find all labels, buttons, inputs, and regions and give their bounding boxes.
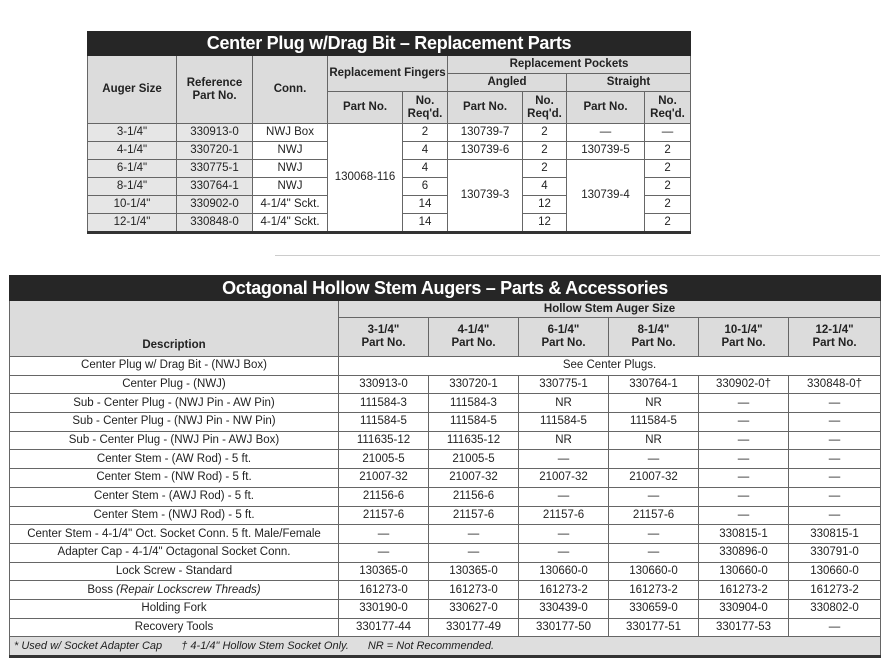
part-number: 330848-0† <box>789 375 881 394</box>
reference-part: 330764-1 <box>177 178 253 196</box>
part-number: — <box>609 487 699 506</box>
angled-req: 2 <box>523 124 567 142</box>
part-number: — <box>789 506 881 525</box>
part-number: 330177-51 <box>609 618 699 637</box>
reference-part: 330913-0 <box>177 124 253 142</box>
part-number: NR <box>609 431 699 450</box>
description-text: Sub - Center Plug - (NWJ Pin - NW Pin) <box>72 415 276 428</box>
fingers-req: 4 <box>403 160 448 178</box>
part-number: 21157-6 <box>429 506 519 525</box>
part-number: — <box>519 525 609 544</box>
part-number: 21157-6 <box>519 506 609 525</box>
angled-req: 2 <box>523 142 567 160</box>
part-number: 330177-50 <box>519 618 609 637</box>
part-number: 161273-2 <box>699 581 789 600</box>
part-number: 21005-5 <box>339 450 429 469</box>
part-number: 330791-0 <box>789 543 881 562</box>
table-row <box>10 525 881 544</box>
description <box>10 506 339 525</box>
table-row <box>10 487 881 506</box>
table-row <box>10 562 881 581</box>
part-number: 330902-0† <box>699 375 789 394</box>
part-number: — <box>519 543 609 562</box>
description-text: Recovery Tools <box>134 620 214 633</box>
part-number: 330177-53 <box>699 618 789 637</box>
header-no-reqd: No. Req'd. <box>645 92 691 124</box>
size-label: 8-1/4" <box>637 324 670 336</box>
part-no-label: Part No. <box>541 337 586 349</box>
conn: 4-1/4" Sckt. <box>253 214 328 233</box>
table-title: Octagonal Hollow Stem Augers – Parts & Accessories <box>10 276 881 301</box>
reference-part: 330775-1 <box>177 160 253 178</box>
part-no-label: Part No. <box>631 337 676 349</box>
reference-part: 330902-0 <box>177 196 253 214</box>
part-number: 161273-2 <box>789 581 881 600</box>
part-number: 330775-1 <box>519 375 609 394</box>
part-number: 130365-0 <box>429 562 519 581</box>
description <box>10 375 339 394</box>
table-row <box>10 394 881 413</box>
header-size-0 <box>339 318 429 357</box>
reference-part: 330720-1 <box>177 142 253 160</box>
part-number: — <box>699 413 789 432</box>
table-title: Center Plug w/Drag Bit – Replacement Parts <box>88 32 691 56</box>
footnotes <box>10 637 881 657</box>
table-row <box>10 618 881 637</box>
straight-req: 2 <box>645 142 691 160</box>
part-number: 330815-1 <box>789 525 881 544</box>
size-label: 12-1/4" <box>815 324 854 336</box>
description <box>10 413 339 432</box>
part-number: — <box>789 469 881 488</box>
header-size-2 <box>519 318 609 357</box>
angled-req: 12 <box>523 214 567 233</box>
part-number: 330815-1 <box>699 525 789 544</box>
header-reference-part: Reference Part No. <box>177 56 253 124</box>
part-number: 130660-0 <box>699 562 789 581</box>
description <box>10 581 339 600</box>
description-text: Holding Fork <box>141 602 207 615</box>
header-size-5 <box>789 318 881 357</box>
part-number: 330177-49 <box>429 618 519 637</box>
description <box>10 469 339 488</box>
part-number: — <box>789 431 881 450</box>
part-number: — <box>339 525 429 544</box>
part-number: — <box>789 394 881 413</box>
hollow-stem-augers-parts-table <box>9 275 881 658</box>
straight-part: 130739-4 <box>567 160 645 233</box>
part-number: — <box>339 543 429 562</box>
part-number: 21007-32 <box>339 469 429 488</box>
part-number: — <box>609 543 699 562</box>
straight-part: 130739-5 <box>567 142 645 160</box>
table-row <box>10 543 881 562</box>
auger-size: 10-1/4" <box>88 196 177 214</box>
part-number: 111584-3 <box>429 394 519 413</box>
divider <box>275 255 880 256</box>
table-row <box>10 431 881 450</box>
conn: NWJ <box>253 178 328 196</box>
angled-req: 4 <box>523 178 567 196</box>
header-no-reqd: No. Req'd. <box>403 92 448 124</box>
part-number: 111584-5 <box>339 413 429 432</box>
table-row <box>10 375 881 394</box>
description-text: Center Stem - (AW Rod) - 5 ft. <box>96 452 252 465</box>
header-part-no: Part No. <box>328 92 403 124</box>
size-label: 3-1/4" <box>367 324 400 336</box>
fingers-req: 14 <box>403 196 448 214</box>
description-text: Center Plug - (NWJ) <box>122 378 226 391</box>
see-center-plugs-note: See Center Plugs. <box>339 357 881 376</box>
description <box>10 487 339 506</box>
part-number: 161273-2 <box>519 581 609 600</box>
header-straight: Straight <box>567 74 691 92</box>
part-no-label: Part No. <box>451 337 496 349</box>
part-no-label: Part No. <box>721 337 766 349</box>
part-number: — <box>789 487 881 506</box>
conn: NWJ <box>253 142 328 160</box>
part-number: — <box>699 469 789 488</box>
header-conn: Conn. <box>253 56 328 124</box>
straight-req: — <box>645 124 691 142</box>
description <box>10 450 339 469</box>
part-number: NR <box>519 394 609 413</box>
part-number: 161273-0 <box>339 581 429 600</box>
auger-size: 12-1/4" <box>88 214 177 233</box>
straight-req: 2 <box>645 214 691 233</box>
description <box>10 599 339 618</box>
part-number: — <box>699 487 789 506</box>
description <box>10 562 339 581</box>
part-number: 330190-0 <box>339 599 429 618</box>
conn: NWJ <box>253 160 328 178</box>
description-note: (Repair Lockscrew Threads) <box>116 583 261 596</box>
description-text: Boss <box>87 583 113 596</box>
part-number: 130660-0 <box>609 562 699 581</box>
part-number: 330904-0 <box>699 599 789 618</box>
part-number: 330439-0 <box>519 599 609 618</box>
straight-req: 2 <box>645 178 691 196</box>
table-row <box>10 506 881 525</box>
auger-size: 3-1/4" <box>88 124 177 142</box>
part-number: — <box>789 413 881 432</box>
center-plug-replacement-parts-table <box>87 31 691 234</box>
part-number: 21156-6 <box>339 487 429 506</box>
part-number: — <box>789 450 881 469</box>
part-number: 111635-12 <box>429 431 519 450</box>
footnote: NR = Not Recommended. <box>367 639 495 652</box>
part-number: 21007-32 <box>429 469 519 488</box>
header-auger-size: Auger Size <box>88 56 177 124</box>
part-number: 161273-2 <box>609 581 699 600</box>
angled-part: 130739-3 <box>448 160 523 233</box>
description-text: Adapter Cap - 4-1/4" Octagonal Socket Conn. <box>57 546 291 559</box>
part-number: 330764-1 <box>609 375 699 394</box>
part-number: — <box>699 431 789 450</box>
part-no-label: Part No. <box>812 337 857 349</box>
part-number: 21007-32 <box>609 469 699 488</box>
part-number: — <box>789 618 881 637</box>
header-no-reqd: No. Req'd. <box>523 92 567 124</box>
description-text: Sub - Center Plug - (NWJ Pin - AW Pin) <box>73 396 275 409</box>
header-auger-size-group: Hollow Stem Auger Size <box>339 301 881 318</box>
part-number: 111635-12 <box>339 431 429 450</box>
angled-part: 130739-6 <box>448 142 523 160</box>
table-row <box>10 413 881 432</box>
description <box>10 394 339 413</box>
part-number: 21157-6 <box>609 506 699 525</box>
part-number: — <box>429 543 519 562</box>
straight-req: 2 <box>645 160 691 178</box>
description: Center Plug w/ Drag Bit - (NWJ Box) <box>10 357 339 376</box>
fingers-req: 14 <box>403 214 448 233</box>
size-label: 4-1/4" <box>457 324 490 336</box>
part-number: 111584-5 <box>519 413 609 432</box>
part-number: 330659-0 <box>609 599 699 618</box>
fingers-req: 6 <box>403 178 448 196</box>
fingers-part: 130068-116 <box>328 124 403 233</box>
description-text: Center Stem - (NW Rod) - 5 ft. <box>96 471 252 484</box>
part-number: 130660-0 <box>789 562 881 581</box>
description <box>10 431 339 450</box>
header-description: Description <box>10 301 339 357</box>
part-number: — <box>519 450 609 469</box>
part-number: 161273-0 <box>429 581 519 600</box>
part-number: 330720-1 <box>429 375 519 394</box>
angled-req: 2 <box>523 160 567 178</box>
straight-req: 2 <box>645 196 691 214</box>
conn: NWJ Box <box>253 124 328 142</box>
part-number: NR <box>519 431 609 450</box>
part-number: — <box>429 525 519 544</box>
fingers-req: 4 <box>403 142 448 160</box>
header-pockets: Replacement Pockets <box>448 56 691 74</box>
table-row <box>88 124 691 142</box>
part-no-label: Part No. <box>361 337 406 349</box>
description-text: Lock Screw - Standard <box>115 564 233 577</box>
part-number: — <box>609 450 699 469</box>
part-number: 330896-0 <box>699 543 789 562</box>
table-row <box>10 599 881 618</box>
part-number: — <box>609 525 699 544</box>
conn: 4-1/4" Sckt. <box>253 196 328 214</box>
size-label: 10-1/4" <box>724 324 763 336</box>
part-number: 330627-0 <box>429 599 519 618</box>
part-number: 21156-6 <box>429 487 519 506</box>
header-fingers: Replacement Fingers <box>328 56 448 92</box>
description-text: Center Stem - 4-1/4" Oct. Socket Conn. 5 ft. Male/Female <box>27 527 321 540</box>
angled-req: 12 <box>523 196 567 214</box>
part-number: — <box>519 487 609 506</box>
part-number: 130365-0 <box>339 562 429 581</box>
part-number: 330913-0 <box>339 375 429 394</box>
part-number: 111584-5 <box>609 413 699 432</box>
description <box>10 618 339 637</box>
part-number: 21007-32 <box>519 469 609 488</box>
part-number: — <box>699 394 789 413</box>
part-number: 111584-5 <box>429 413 519 432</box>
size-label: 6-1/4" <box>547 324 580 336</box>
part-number: — <box>699 450 789 469</box>
straight-part: — <box>567 124 645 142</box>
part-number: NR <box>609 394 699 413</box>
part-number: 330177-44 <box>339 618 429 637</box>
description <box>10 543 339 562</box>
fingers-req: 2 <box>403 124 448 142</box>
description <box>10 525 339 544</box>
footnote: * Used w/ Socket Adapter Cap <box>14 639 163 652</box>
header-size-1 <box>429 318 519 357</box>
table-row <box>10 357 881 376</box>
part-number: — <box>699 506 789 525</box>
header-part-no: Part No. <box>567 92 645 124</box>
part-number: 130660-0 <box>519 562 609 581</box>
auger-size: 4-1/4" <box>88 142 177 160</box>
angled-part: 130739-7 <box>448 124 523 142</box>
table-row <box>10 450 881 469</box>
part-number: 111584-3 <box>339 394 429 413</box>
auger-size: 8-1/4" <box>88 178 177 196</box>
part-number: 21005-5 <box>429 450 519 469</box>
header-size-4 <box>699 318 789 357</box>
part-number: 330802-0 <box>789 599 881 618</box>
auger-size: 6-1/4" <box>88 160 177 178</box>
table-row <box>10 581 881 600</box>
header-angled: Angled <box>448 74 567 92</box>
table-row <box>10 469 881 488</box>
part-number: 21157-6 <box>339 506 429 525</box>
footnote: † 4-1/4" Hollow Stem Socket Only. <box>181 639 349 652</box>
header-part-no: Part No. <box>448 92 523 124</box>
description-text: Center Stem - (AWJ Rod) - 5 ft. <box>94 490 254 503</box>
description-text: Center Stem - (NWJ Rod) - 5 ft. <box>93 508 255 521</box>
reference-part: 330848-0 <box>177 214 253 233</box>
header-size-3 <box>609 318 699 357</box>
description-text: Sub - Center Plug - (NWJ Pin - AWJ Box) <box>68 434 280 447</box>
